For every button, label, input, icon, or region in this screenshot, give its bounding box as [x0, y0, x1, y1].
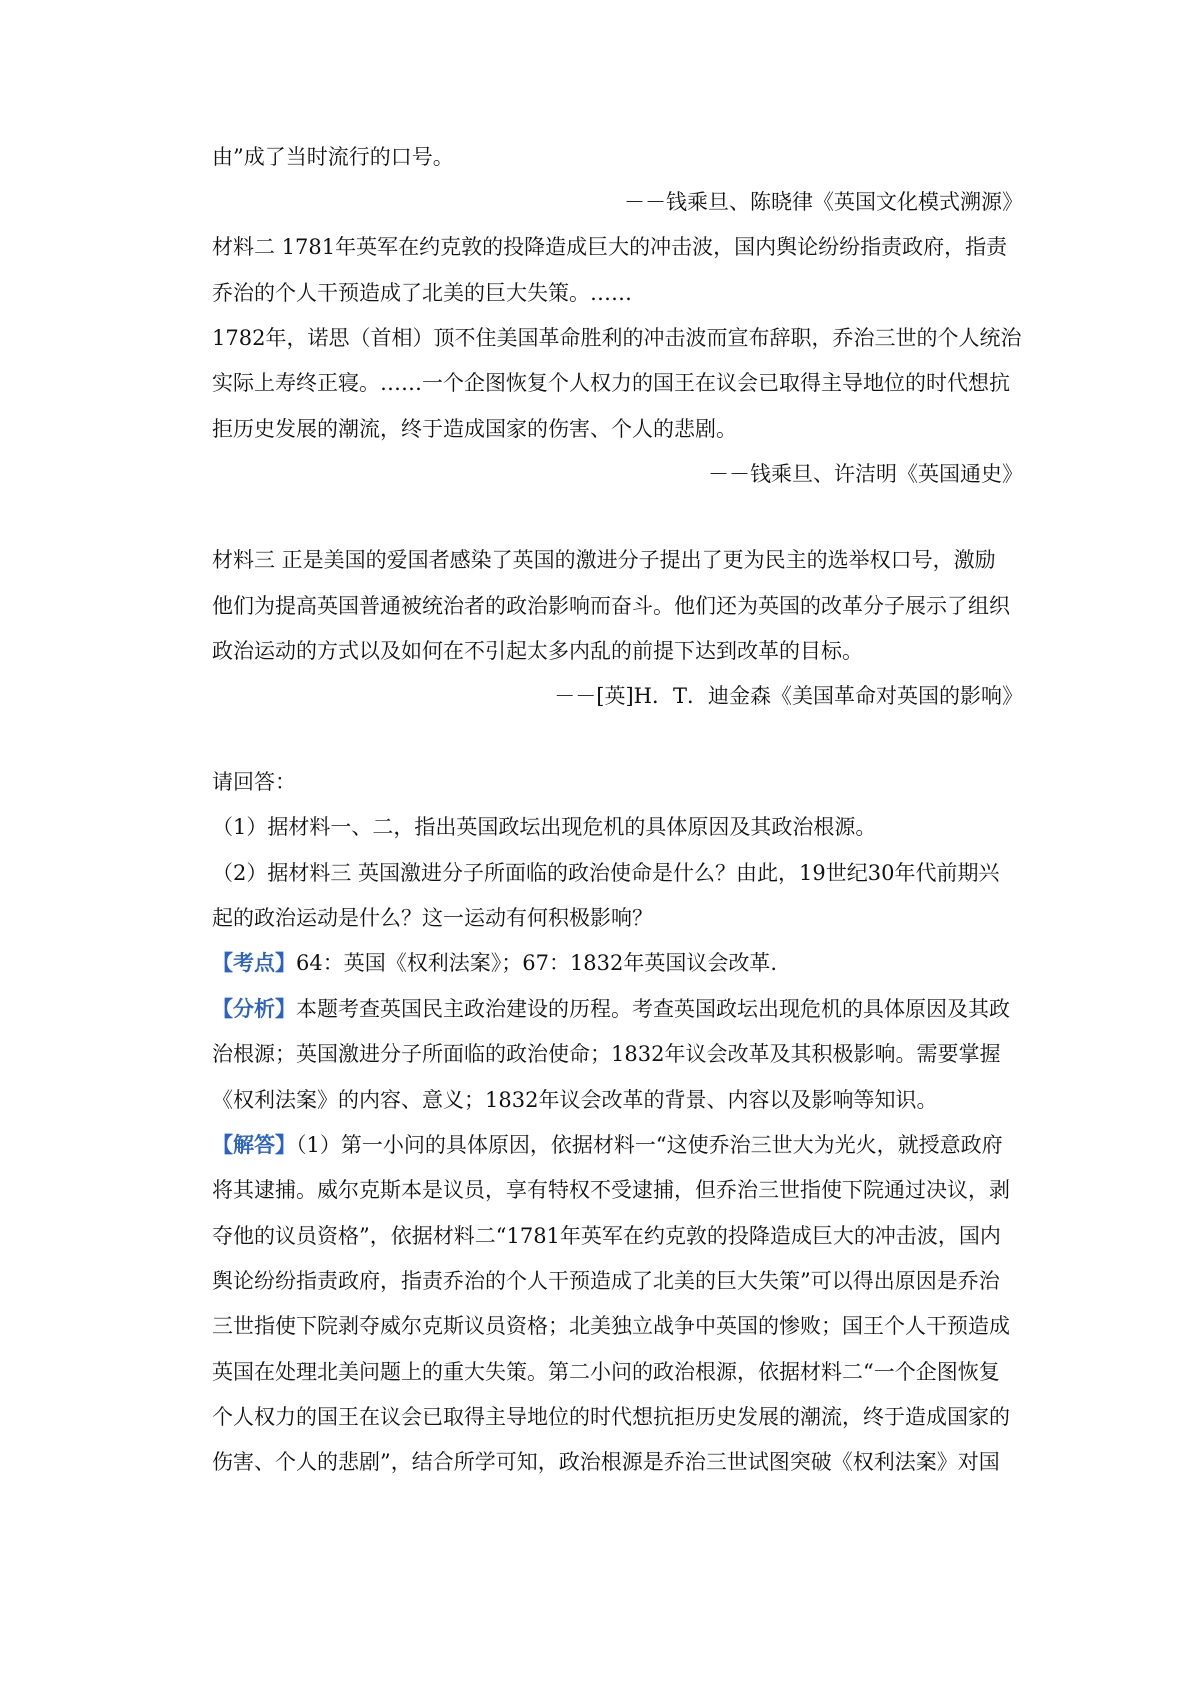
question-two-line: （2）据材料三 英国激进分子所面临的政治使命是什么？由此，19世纪30年代前期兴 [212, 861, 1000, 885]
fenxi-line: 《权利法案》的内容、意义；1832年议会改革的背景、内容以及影响等知识。 [212, 1088, 938, 1112]
material-one-source: －－钱乘旦、陈晓律《英国文化模式溯源》 [624, 190, 1023, 214]
kaodian-line [212, 948, 777, 978]
jieda-line: 三世指使下院剥夺威尔克斯议员资格；北美独立战争中英国的惨败；国王个人干预造成 [212, 1314, 1010, 1338]
material-three-line: 政治运动的方式以及如何在不引起太多内乱的前提下达到改革的目标。 [212, 639, 863, 663]
jieda-line: 舆论纷纷指责政府，指责乔治的个人干预造成了北美的巨大失策”可以得出原因是乔治 [212, 1269, 1000, 1293]
question-one: （1）据材料一、二，指出英国政坛出现危机的具体原因及其政治根源。 [212, 815, 877, 839]
material-two-line: 实际上寿终正寝。……一个企图恢复个人权力的国王在议会已取得主导地位的时代想抗 [212, 371, 1010, 395]
jieda-line: 英国在处理北美问题上的重大失策。第二小问的政治根源，依据材料二“一个企图恢复 [212, 1360, 1000, 1384]
jieda-line: 夺他的议员资格”，依据材料二“1781年英军在约克敦的投降造成巨大的冲击波，国内 [212, 1224, 1001, 1248]
question-two-line: 起的政治运动是什么？这一运动有何积极影响？ [212, 906, 653, 930]
material-three-source: －－[英]H．T．迪金森《美国革命对英国的影响》 [554, 684, 1023, 708]
kaodian-tag: 【考点】 [212, 950, 296, 975]
jieda-line [212, 1130, 1003, 1160]
material-two-line: 拒历史发展的潮流，终于造成国家的伤害、个人的悲剧。 [212, 417, 737, 441]
material-three-line: 材料三 正是美国的爱国者感染了英国的激进分子提出了更为民主的选举权口号，激励 [212, 548, 996, 572]
jieda-line: 将其逮捕。威尔克斯本是议员，享有特权不受逮捕，但乔治三世指使下院通过决议，剥 [212, 1178, 1010, 1202]
material-one-tail: 由”成了当时流行的口号。 [212, 145, 454, 169]
material-two-source: －－钱乘旦、许洁明《英国通史》 [708, 462, 1023, 486]
material-two-line: 乔治的个人干预造成了北美的巨大失策。…… [212, 281, 632, 305]
jieda-line: 个人权力的国王在议会已取得主导地位的时代想抗拒历史发展的潮流，终于造成国家的 [212, 1405, 1010, 1429]
material-two-line: 材料二 1781年英军在约克敦的投降造成巨大的冲击波，国内舆论纷纷指责政府，指责 [212, 235, 1008, 259]
fenxi-line: 治根源；英国激进分子所面临的政治使命；1832年议会改革及其积极影响。需要掌握 [212, 1042, 1001, 1066]
kaodian-text: 64：英国《权利法案》；67：1832年英国议会改革. [296, 951, 778, 975]
material-three-line: 他们为提高英国普通被统治者的政治影响而奋斗。他们还为英国的改革分子展示了组织 [212, 594, 1010, 618]
material-two-line: 1782年，诺思（首相）顶不住美国革命胜利的冲击波而宣布辞职，乔治三世的个人统治 [212, 326, 1022, 350]
fenxi-line [212, 994, 1010, 1024]
jieda-line: 伤害、个人的悲剧”，结合所学可知，政治根源是乔治三世试图突破《权利法案》对国 [212, 1450, 1000, 1474]
jieda-tag: 【解答】 [212, 1132, 296, 1157]
answer-prompt: 请回答： [212, 770, 296, 794]
jieda-text: （1）第一小问的具体原因，依据材料一“这使乔治三世大为光火，就授意政府 [296, 1133, 1003, 1157]
fenxi-text: 本题考查英国民主政治建设的历程。考查英国政坛出现危机的具体原因及其政 [296, 997, 1010, 1021]
fenxi-tag: 【分析】 [212, 996, 296, 1021]
